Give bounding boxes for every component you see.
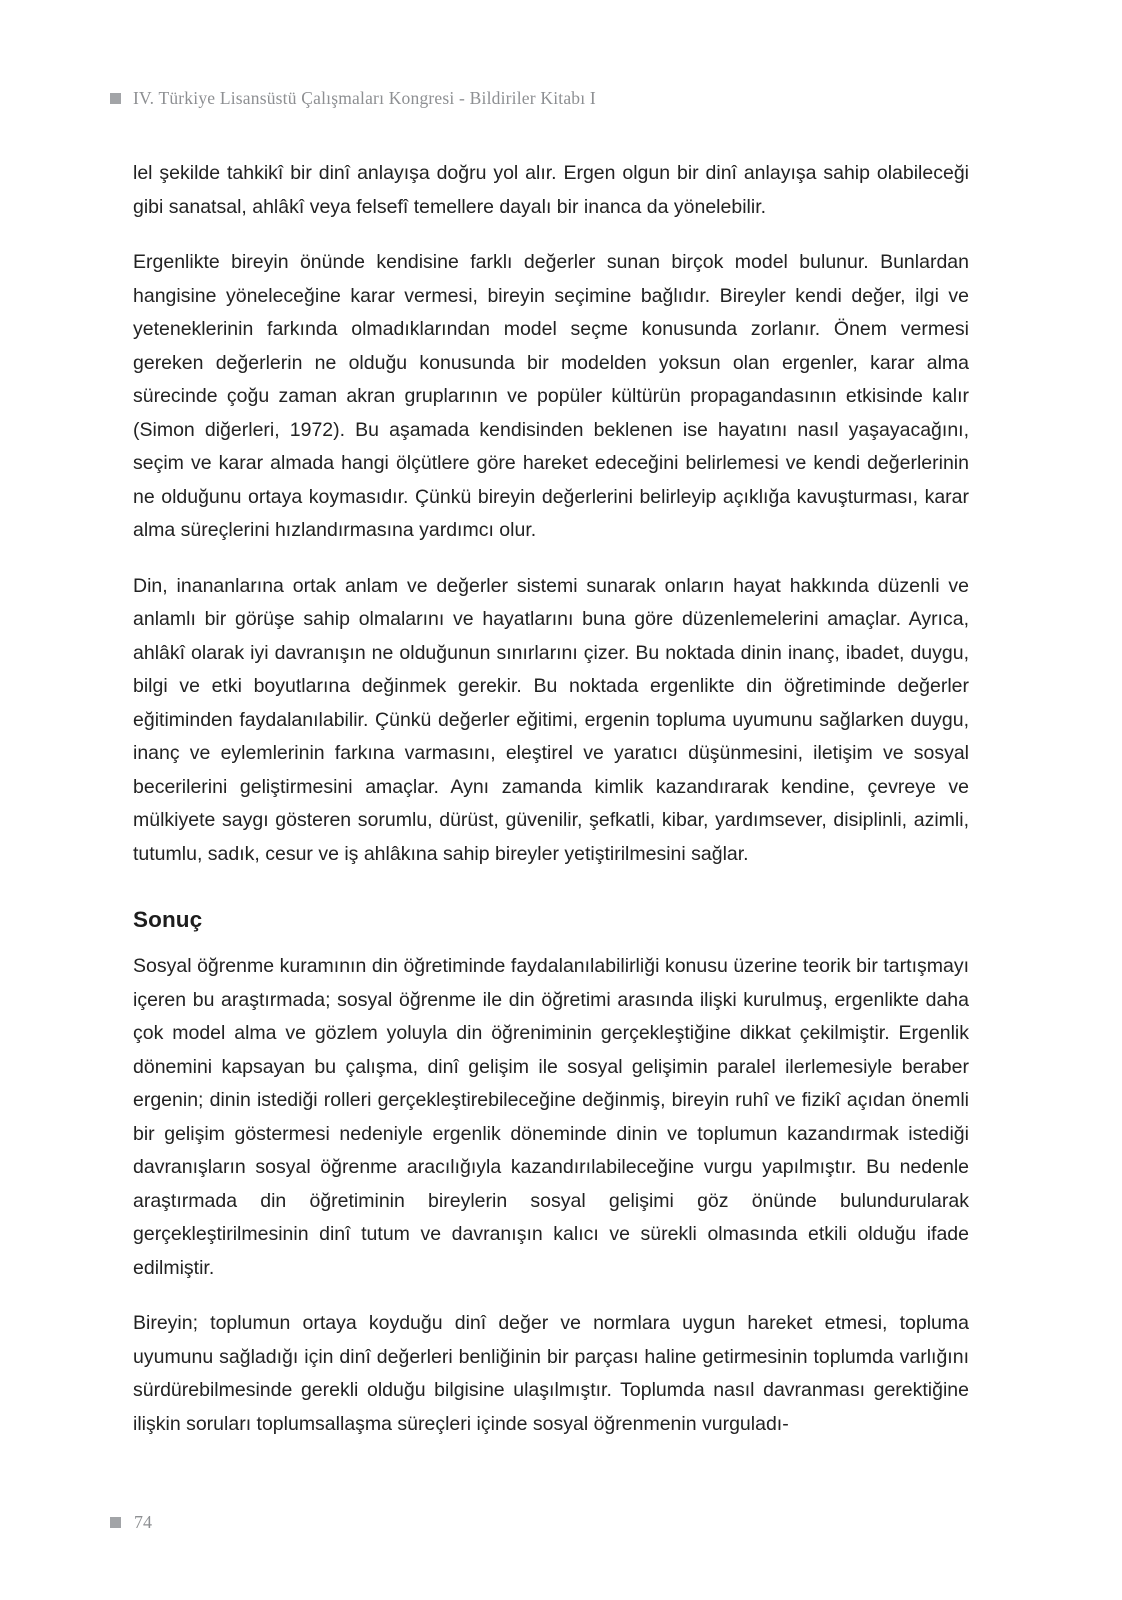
square-bullet-icon [110,93,121,104]
page-footer [110,1512,152,1533]
body-paragraph: Ergenlikte bireyin önünde kendisine farklı değerler sunan birçok model bulunur. Bunlardan hangisine yöneleceğine karar vermesi, bireyin seçimine bağlıdır. Bireyler kendi değer, ilgi ve yeteneklerinin farkında olmadıklarından model seçme konusunda zorlanır. Önem vermesi gereken değerlerin ne olduğu konusunda bir modelden yoksun olan ergenler, karar alma sürecinde çoğu zaman akran gruplarının ve popüler kültürün propagandasının etkisinde kalır (Simon diğerleri, 1972). Bu aşamada kendisinden beklenen ise hayatını nasıl yaşayacağını, seçim ve karar almada hangi ölçütlere göre hareket edeceğini belirlemesi ve kendi değerlerinin ne olduğunu ortaya koymasıdır. Çünkü bireyin değerlerini belirleyip açıklığa kavuşturması, karar alma süreçlerini hızlandırmasına yardımcı olur. [133,251,969,541]
page-body [133,157,969,1463]
body-paragraph: Din, inananlarına ortak anlam ve değerler sistemi sunarak onların hayat hakkında düzenli ve anlamlı bir görüşe sahip olmalarını ve hayatlarını buna göre düzenlemelerini amaçlar. Ayrıca, ahlâkî olarak iyi davranışın ne olduğunun sınırlarını çizer. Bu noktada dinin inanç, ibadet, duygu, bilgi ve etki boyutlarına değinmek gerekir. Bu noktada ergenlikte din öğretiminde değerler eğitiminden faydalanılabilir. Çünkü değerler eğitimi, ergenin topluma uyumunu sağlarken duygu, inanç ve eylemlerinin farkına varmasını, eleştirel ve yaratıcı düşünmesini, iletişim ve sosyal becerilerini geliştirmesini amaçlar. Aynı zamanda kimlik kazandırarak kendine, çevreye ve mülkiyete saygı gösteren sorumlu, dürüst, güvenilir, şefkatli, kibar, yardımsever, disiplinli, azimli, tutumlu, sadık, cesur ve iş ahlâkına sahip bireyler yetiştirilmesini sağlar. [133,574,969,865]
body-paragraph: Bireyin; toplumun ortaya koyduğu dinî değer ve normlara uygun hareket etmesi, topluma uyumunu sağladığı için dinî değerleri benliğinin bir parçası haline getirmesinin toplumda varlığını sürdürebilmesinde gerekli olduğu bilgisine ulaşılmıştır. Toplumda nasıl davranması gerektiğine ilişkin soruları toplumsallaşma süreçleri içinde sosyal öğrenmenin vurguladı- [133,1312,969,1435]
square-bullet-icon [110,1517,121,1528]
running-header-title: IV. Türkiye Lisansüstü Çalışmaları Kongresi - Bildiriler Kitabı I [133,88,596,108]
body-paragraph: lel şekilde tahkikî bir dinî anlayışa doğru yol alır. Ergen olgun bir dinî anlayışa sahip olabileceği gibi sanatsal, ahlâkî veya felsefî temellere dayalı bir inanca da yönelebilir. [133,162,969,218]
running-header [110,88,596,109]
section-heading: Sonuç [133,907,203,932]
page-number: 74 [134,1512,152,1532]
body-paragraph: Sosyal öğrenme kuramının din öğretiminde faydalanılabilirliği konusu üzerine teorik bir tartışmayı içeren bu araştırmada; sosyal öğrenme ile din öğretimi arasında ilişki kurulmuş, ergenlikte daha çok model alma ve gözlem yoluyla din öğreniminin gerçekleştiğine dikkat çekilmiştir. Ergenlik dönemini kapsayan bu çalışma, dinî gelişim ile sosyal gelişimin paralel ilerlemesiyle beraber ergenin; dinin istediği rolleri gerçekleştirebileceğine değinmiş, bireyin ruhî ve fizikî açıdan önemli bir gelişim göstermesi nedeniyle ergenlik döneminde dinin ve toplumun kazandırmak istediği davranışların sosyal öğrenme aracılığıyla kazandırılabileceğine vurgu yapılmıştır. Bu nedenle araştırmada din öğretiminin bireylerin sosyal gelişimi göz önünde bulundurularak gerçekleştirilmesinin dinî tutum ve davranışın kalıcı ve sürekli olmasında etkili olduğu ifade edilmiştir. [133,955,969,1279]
